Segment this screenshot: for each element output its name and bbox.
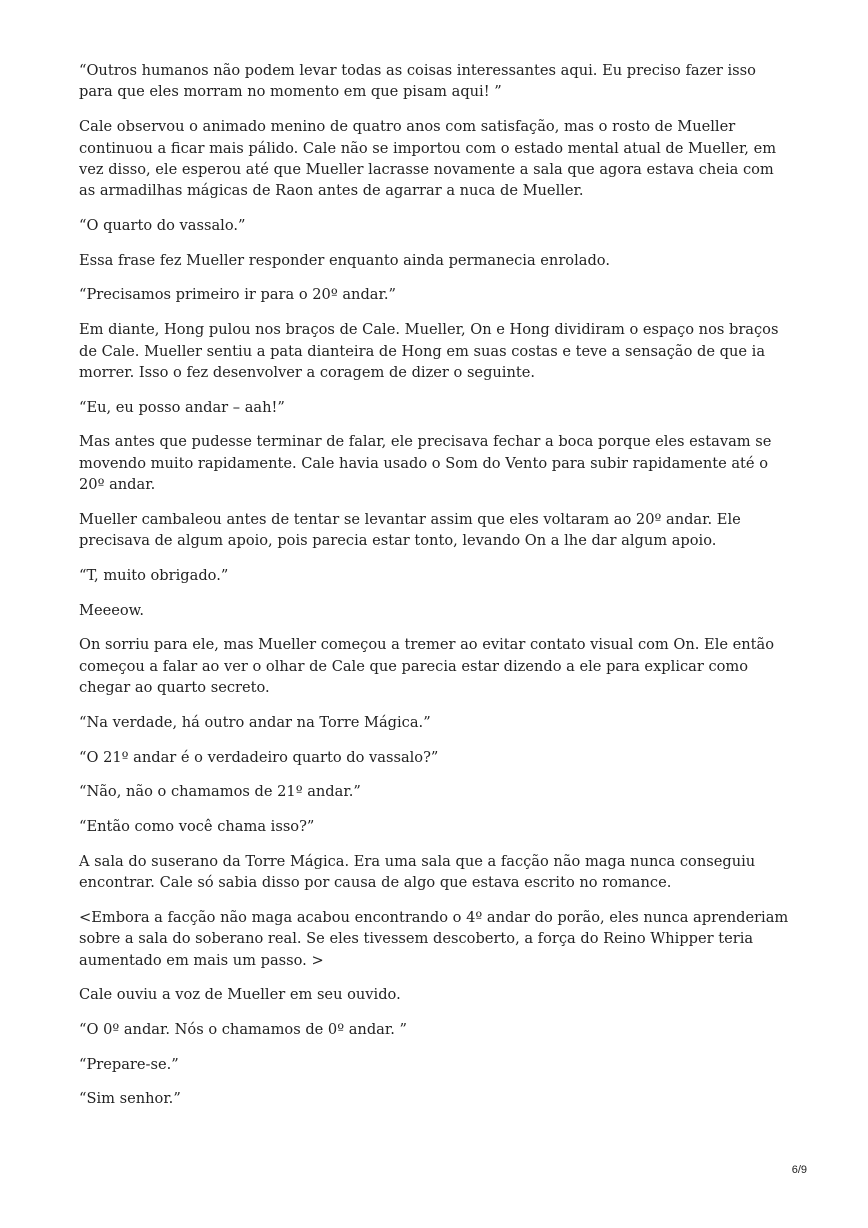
paragraph: “Prepare-se.” [79, 1055, 179, 1073]
paragraph: “Na verdade, há outro andar na Torre Mágica.” [79, 713, 431, 731]
paragraph: <Embora a facção não maga acabou encontrando o 4º andar do porão, eles nunca aprenderiam sobre a sala do soberano real. Se eles tivessem descoberto, a força do Reino Whipper teria aumentado em mais um passo. > [79, 908, 789, 969]
paragraph: Mueller cambaleou antes de tentar se levantar assim que eles voltaram ao 20º andar. Ele precisava de algum apoio, pois parecia estar tonto, levando On a lhe dar algum apoio. [79, 510, 741, 550]
paragraph: A sala do suserano da Torre Mágica. Era uma sala que a facção não maga nunca conseguiu encontrar. Cale só sabia disso por causa de algo que estava escrito no romance. [79, 852, 756, 892]
paragraph: Cale ouviu a voz de Mueller em seu ouvido. [79, 986, 401, 1004]
paragraph: Essa frase fez Mueller responder enquanto ainda permanecia enrolado. [79, 251, 610, 269]
paragraph: “Não, não o chamamos de 21º andar.” [79, 783, 361, 801]
paragraph: “Outros humanos não podem levar todas as coisas interessantes aqui. Eu preciso fazer isso para que eles morram no momento em que pisam aqui! ” [79, 62, 756, 101]
paragraph: “O quarto do vassalo.” [79, 217, 246, 235]
paragraph: “T, muito obrigado.” [79, 566, 229, 584]
paragraph: “Precisamos primeiro ir para o 20º andar.” [79, 286, 396, 304]
paragraph: Em diante, Hong pulou nos braços de Cale. Mueller, On e Hong dividiram o espaço nos braços de Cale. Mueller sentiu a pata dianteira de Hong em suas costas e teve a sensação de que ia morrer. Isso o fez desenvolver a coragem de dizer o seguinte. [79, 321, 779, 381]
paragraph: “Então como você chama isso?” [79, 818, 315, 836]
paragraph: Meeeow. [79, 601, 145, 619]
paragraph: “Eu, eu posso andar – aah!” [79, 398, 285, 416]
paragraph: “O 0º andar. Nós o chamamos de 0º andar. ” [79, 1021, 407, 1039]
paragraph: Mas antes que pudesse terminar de falar, ele precisava fechar a boca porque eles estavam se movendo muito rapidamente. Cale havia usado o Som do Vento para subir rapidamente até o 20º andar. [79, 433, 772, 494]
paragraph: Cale observou o animado menino de quatro anos com satisfação, mas o rosto de Mueller continuou a ficar mais pálido. Cale não se importou com o estado mental atual de Mueller, em vez disso, ele esperou até que Mueller lacrasse novamente a sala que agora estava cheia com as armadilhas mágicas de Raon antes de agarrar a nuca de Mueller. [79, 118, 777, 200]
paragraph: “Sim senhor.” [79, 1090, 181, 1108]
paragraph: On sorriu para ele, mas Mueller começou a tremer ao evitar contato visual com On. Ele então começou a falar ao ver o olhar de Cale que parecia estar dizendo a ele para explicar como chegar ao quarto secreto. [79, 636, 775, 697]
paragraph: “O 21º andar é o verdadeiro quarto do vassalo?” [79, 748, 439, 766]
page-number: 6/9 [791, 1164, 807, 1176]
document-body [79, 60, 794, 1123]
